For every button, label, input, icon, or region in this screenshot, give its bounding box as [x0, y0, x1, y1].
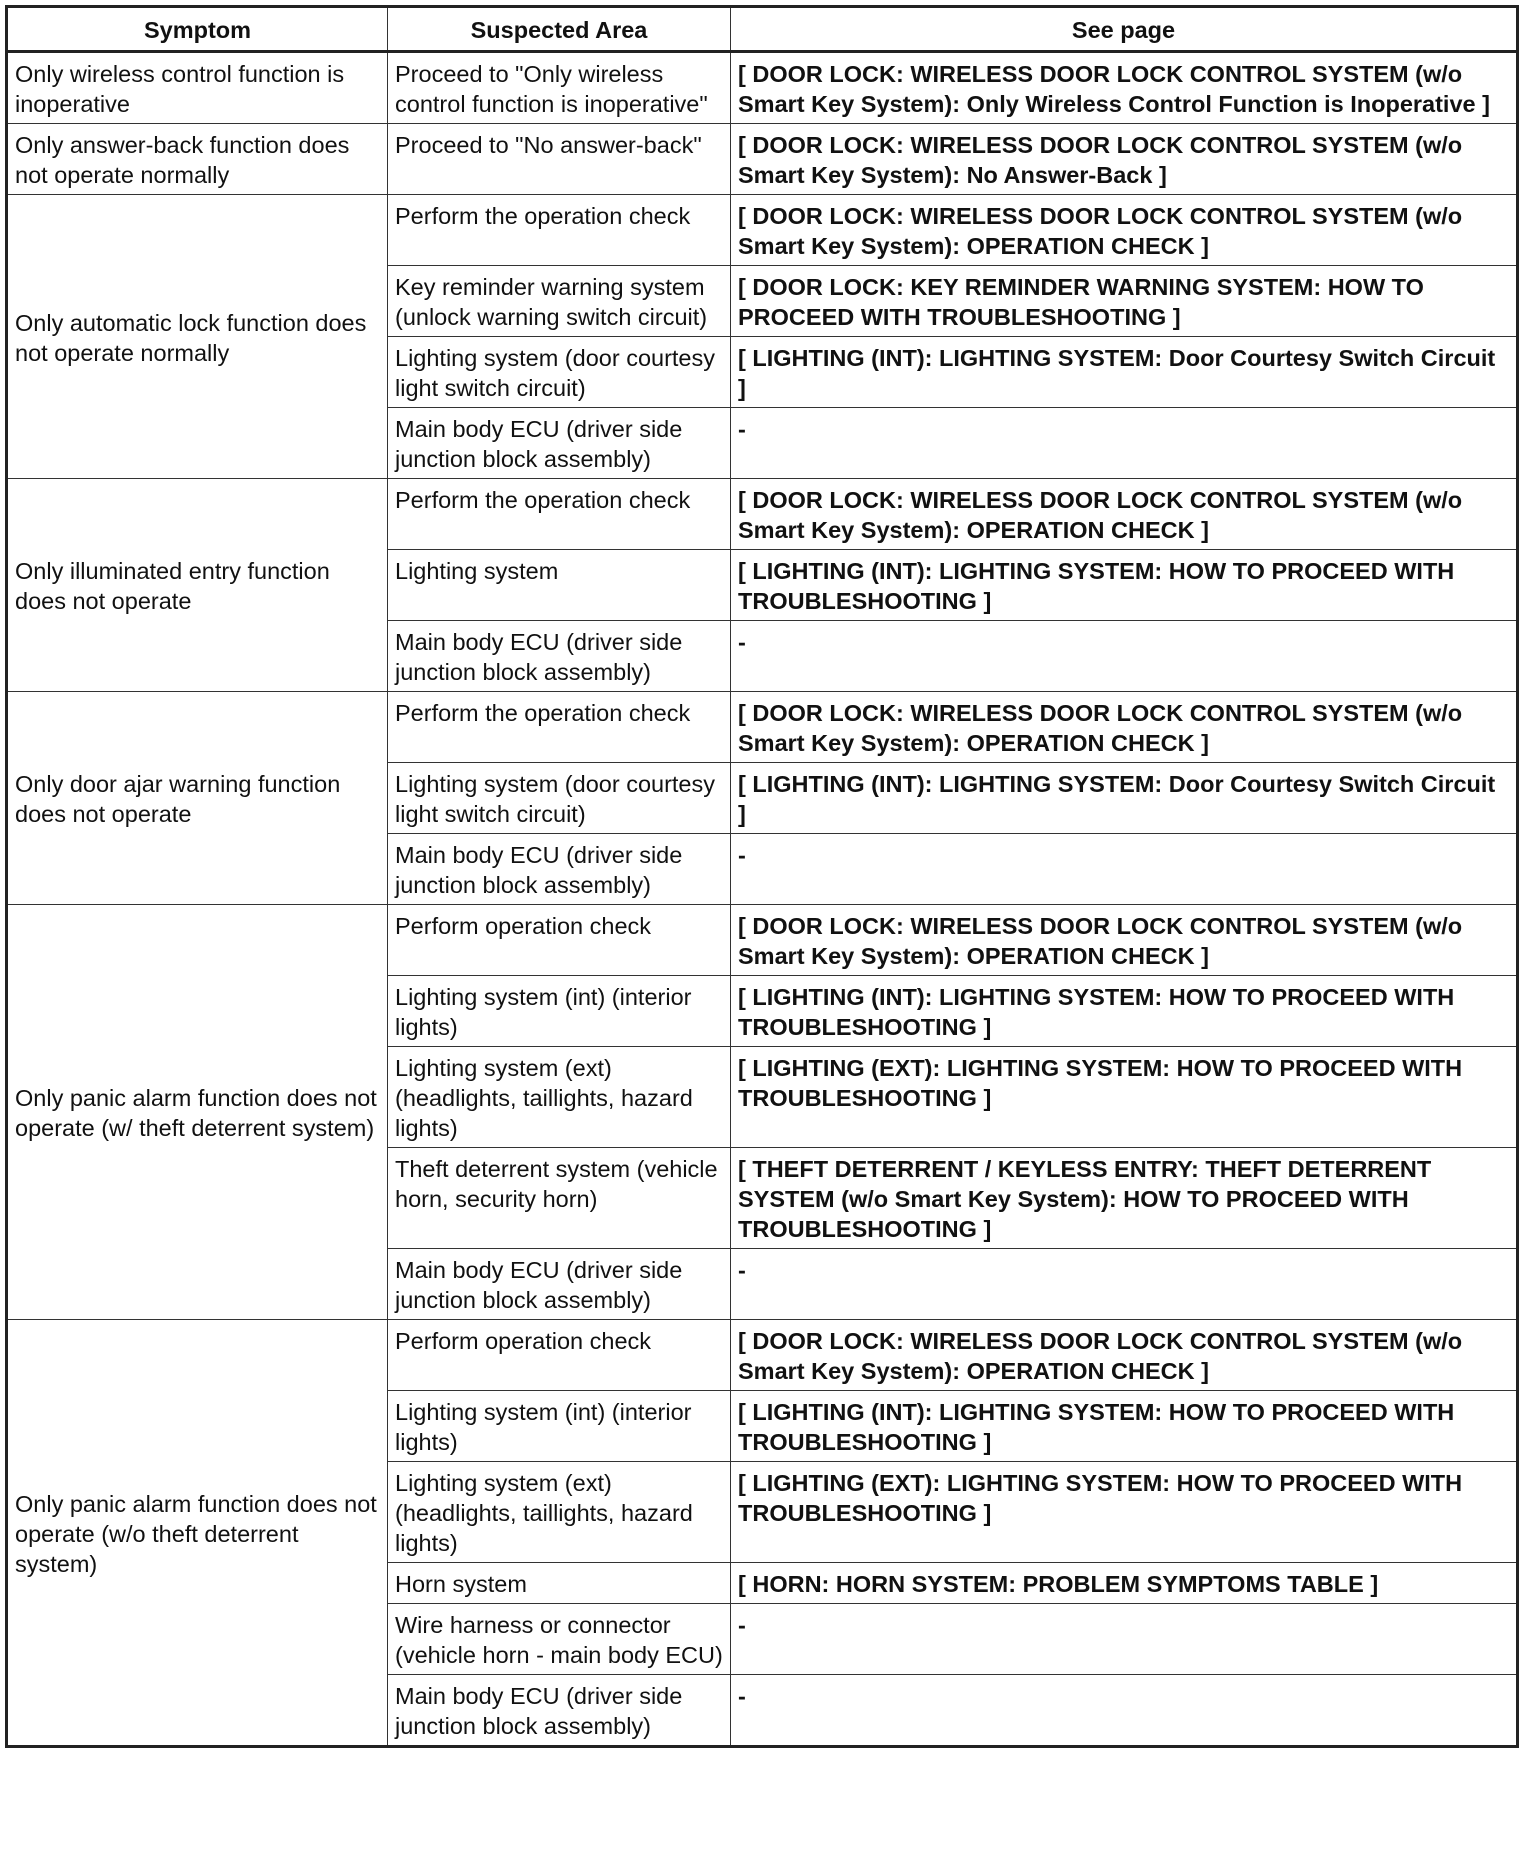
suspected-area-cell: Lighting system (ext) (headlights, taillights, hazard lights) [388, 1462, 731, 1563]
suspected-area-cell: Perform the operation check [388, 479, 731, 550]
suspected-area-cell: Perform operation check [388, 1320, 731, 1391]
suspected-area-cell: Perform the operation check [388, 195, 731, 266]
suspected-area-cell: Horn system [388, 1563, 731, 1604]
see-page-link[interactable]: [ LIGHTING (EXT): LIGHTING SYSTEM: HOW TO PROCEED WITH TROUBLESHOOTING ] [731, 1047, 1518, 1148]
problem-symptoms-table-wrap [5, 5, 1519, 1748]
header-symptom: Symptom [7, 7, 388, 52]
table-row [7, 1320, 1518, 1391]
see-page-link[interactable]: [ LIGHTING (INT): LIGHTING SYSTEM: HOW TO PROCEED WITH TROUBLESHOOTING ] [731, 976, 1518, 1047]
suspected-area-cell: Lighting system (door courtesy light switch circuit) [388, 763, 731, 834]
suspected-area-cell: Proceed to "No answer-back" [388, 124, 731, 195]
see-page-link[interactable]: [ LIGHTING (INT): LIGHTING SYSTEM: Door Courtesy Switch Circuit ] [731, 763, 1518, 834]
suspected-area-cell: Perform the operation check [388, 692, 731, 763]
see-page-link[interactable]: [ DOOR LOCK: WIRELESS DOOR LOCK CONTROL SYSTEM (w/o Smart Key System): Only Wireless Control Function is Inoperative ] [731, 52, 1518, 124]
suspected-area-cell: Lighting system (ext) (headlights, taillights, hazard lights) [388, 1047, 731, 1148]
see-page-cell: - [731, 621, 1518, 692]
symptom-cell: Only wireless control function is inoperative [7, 52, 388, 124]
symptom-cell: Only panic alarm function does not operate (w/ theft deterrent system) [7, 905, 388, 1320]
table-row [7, 479, 1518, 550]
see-page-link[interactable]: [ LIGHTING (INT): LIGHTING SYSTEM: HOW TO PROCEED WITH TROUBLESHOOTING ] [731, 550, 1518, 621]
see-page-link[interactable]: [ DOOR LOCK: WIRELESS DOOR LOCK CONTROL SYSTEM (w/o Smart Key System): No Answer-Back ] [731, 124, 1518, 195]
suspected-area-cell: Perform operation check [388, 905, 731, 976]
see-page-link[interactable]: [ THEFT DETERRENT / KEYLESS ENTRY: THEFT DETERRENT SYSTEM (w/o Smart Key System): HOW TO PROCEED WITH TROUBLESHOOTING ] [731, 1148, 1518, 1249]
see-page-link[interactable]: [ DOOR LOCK: KEY REMINDER WARNING SYSTEM: HOW TO PROCEED WITH TROUBLESHOOTING ] [731, 266, 1518, 337]
suspected-area-cell: Lighting system [388, 550, 731, 621]
suspected-area-cell: Wire harness or connector (vehicle horn - main body ECU) [388, 1604, 731, 1675]
suspected-area-cell: Lighting system (door courtesy light switch circuit) [388, 337, 731, 408]
see-page-cell: - [731, 1604, 1518, 1675]
problem-symptoms-table [5, 5, 1519, 1748]
suspected-area-cell: Lighting system (int) (interior lights) [388, 1391, 731, 1462]
see-page-link[interactable]: [ DOOR LOCK: WIRELESS DOOR LOCK CONTROL SYSTEM (w/o Smart Key System): OPERATION CHECK ] [731, 692, 1518, 763]
table-row [7, 52, 1518, 124]
suspected-area-cell: Main body ECU (driver side junction block assembly) [388, 1249, 731, 1320]
see-page-link[interactable]: [ DOOR LOCK: WIRELESS DOOR LOCK CONTROL SYSTEM (w/o Smart Key System): OPERATION CHECK ] [731, 195, 1518, 266]
see-page-cell: - [731, 408, 1518, 479]
see-page-link[interactable]: [ LIGHTING (INT): LIGHTING SYSTEM: Door Courtesy Switch Circuit ] [731, 337, 1518, 408]
suspected-area-cell: Lighting system (int) (interior lights) [388, 976, 731, 1047]
see-page-cell: - [731, 1675, 1518, 1747]
suspected-area-cell: Main body ECU (driver side junction block assembly) [388, 408, 731, 479]
see-page-link[interactable]: [ DOOR LOCK: WIRELESS DOOR LOCK CONTROL SYSTEM (w/o Smart Key System): OPERATION CHECK ] [731, 479, 1518, 550]
suspected-area-cell: Main body ECU (driver side junction block assembly) [388, 621, 731, 692]
suspected-area-cell: Theft deterrent system (vehicle horn, security horn) [388, 1148, 731, 1249]
symptom-cell: Only panic alarm function does not operate (w/o theft deterrent system) [7, 1320, 388, 1747]
symptom-cell: Only answer-back function does not operate normally [7, 124, 388, 195]
see-page-link[interactable]: [ LIGHTING (EXT): LIGHTING SYSTEM: HOW TO PROCEED WITH TROUBLESHOOTING ] [731, 1462, 1518, 1563]
header-see-page: See page [731, 7, 1518, 52]
suspected-area-cell: Main body ECU (driver side junction block assembly) [388, 834, 731, 905]
see-page-cell: - [731, 1249, 1518, 1320]
see-page-link[interactable]: [ LIGHTING (INT): LIGHTING SYSTEM: HOW TO PROCEED WITH TROUBLESHOOTING ] [731, 1391, 1518, 1462]
suspected-area-cell: Main body ECU (driver side junction block assembly) [388, 1675, 731, 1747]
symptom-cell: Only automatic lock function does not operate normally [7, 195, 388, 479]
see-page-link[interactable]: [ HORN: HORN SYSTEM: PROBLEM SYMPTOMS TABLE ] [731, 1563, 1518, 1604]
suspected-area-cell: Proceed to "Only wireless control function is inoperative" [388, 52, 731, 124]
table-row [7, 124, 1518, 195]
table-row [7, 905, 1518, 976]
see-page-link[interactable]: [ DOOR LOCK: WIRELESS DOOR LOCK CONTROL SYSTEM (w/o Smart Key System): OPERATION CHECK ] [731, 1320, 1518, 1391]
table-header-row [7, 7, 1518, 52]
table-row [7, 195, 1518, 266]
see-page-cell: - [731, 834, 1518, 905]
symptom-cell: Only illuminated entry function does not operate [7, 479, 388, 692]
table-row [7, 692, 1518, 763]
see-page-link[interactable]: [ DOOR LOCK: WIRELESS DOOR LOCK CONTROL SYSTEM (w/o Smart Key System): OPERATION CHECK ] [731, 905, 1518, 976]
header-suspected-area: Suspected Area [388, 7, 731, 52]
symptom-cell: Only door ajar warning function does not operate [7, 692, 388, 905]
suspected-area-cell: Key reminder warning system (unlock warning switch circuit) [388, 266, 731, 337]
